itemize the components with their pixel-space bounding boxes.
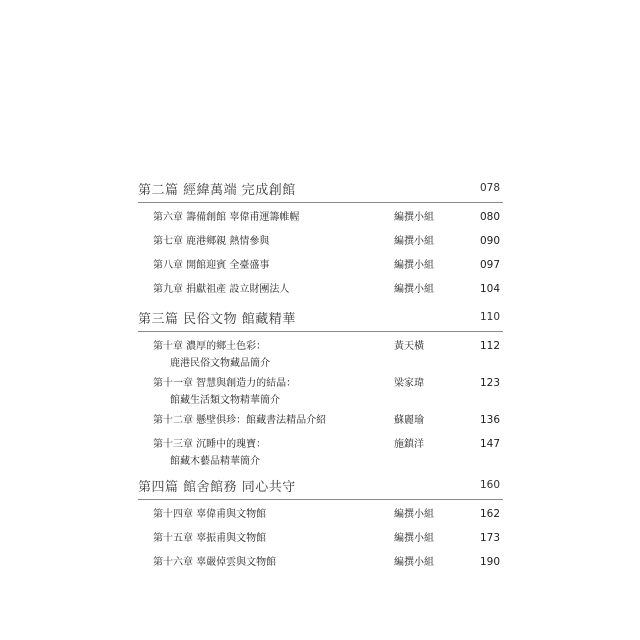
chapter-title: 第十二章 懸壁俱珍：館藏書法精品介紹 xyxy=(153,415,327,426)
chapter-title xyxy=(153,375,296,409)
chapter-title-line: 第十章 濃厚的鄉土色彩： xyxy=(153,341,267,352)
chapter-entry xyxy=(138,281,503,305)
part-title: 第三篇 民俗文物 館藏精華 xyxy=(138,312,296,327)
part-title: 第二篇 經緯萬端 完成創館 xyxy=(138,183,296,198)
chapter-subtitle: 館藏木藝品精華簡介 xyxy=(170,456,260,467)
part-page-number: 160 xyxy=(479,479,500,491)
chapter-entry xyxy=(138,506,503,530)
chapter-title: 第十四章 辜偉甫與文物館 xyxy=(153,509,267,520)
chapter-subtitle: 鹿港民俗文物藏品簡介 xyxy=(170,358,270,369)
chapter-author: 編撰小組 xyxy=(394,533,434,544)
chapter-page-number: 097 xyxy=(479,259,500,271)
chapter-entry xyxy=(138,530,503,554)
chapter-page-number: 112 xyxy=(479,340,500,352)
part-page-number: 078 xyxy=(479,182,500,194)
chapter-author: 編撰小組 xyxy=(394,557,434,568)
chapter-title: 第七章 鹿港鄉親 熱情參與 xyxy=(153,236,270,247)
chapter-title: 第十五章 辜振甫與文物館 xyxy=(153,533,267,544)
chapter-entry xyxy=(138,233,503,257)
chapter-subtitle: 館藏生活類文物精華簡介 xyxy=(170,395,280,406)
chapter-entry xyxy=(138,554,503,578)
chapter-page-number: 190 xyxy=(479,556,500,568)
chapter-entry xyxy=(138,375,503,412)
chapter-page-number: 136 xyxy=(479,414,500,426)
chapter-author: 編撰小組 xyxy=(394,260,434,271)
chapter-title xyxy=(153,436,266,470)
part-page-number: 110 xyxy=(479,311,500,323)
chapter-title: 第九章 捐獻祖產 設立財團法人 xyxy=(153,284,290,295)
chapter-author: 蘇麗瑜 xyxy=(394,415,424,426)
chapter-author: 黃天橫 xyxy=(394,341,424,352)
chapter-page-number: 173 xyxy=(479,532,500,544)
table-of-contents xyxy=(138,176,503,578)
chapter-page-number: 147 xyxy=(479,438,500,450)
chapter-author: 施鎮洋 xyxy=(394,439,424,450)
chapter-page-number: 123 xyxy=(479,377,500,389)
chapter-entry xyxy=(138,436,503,473)
chapter-author: 編撰小組 xyxy=(394,284,434,295)
part-title: 第四篇 館舍館務 同心共守 xyxy=(138,480,296,495)
chapter-author: 編撰小組 xyxy=(394,509,434,520)
chapter-author: 編撰小組 xyxy=(394,236,434,247)
chapter-title-line: 第十三章 沉睡中的瑰寶： xyxy=(153,439,267,450)
part-heading xyxy=(138,305,503,332)
part-heading xyxy=(138,473,503,500)
chapter-page-number: 090 xyxy=(479,235,500,247)
chapter-title-line: 第十一章 智慧與創造力的結晶： xyxy=(153,378,297,389)
chapter-title: 第六章 籌備創館 辜偉甫運籌帷幄 xyxy=(153,212,300,223)
chapter-entry xyxy=(138,338,503,375)
chapter-page-number: 080 xyxy=(479,211,500,223)
chapter-title xyxy=(153,338,270,372)
chapter-page-number: 162 xyxy=(479,508,500,520)
part-heading xyxy=(138,176,503,203)
chapter-title: 第八章 開館迎賓 全臺盛事 xyxy=(153,260,270,271)
chapter-author: 編撰小組 xyxy=(394,212,434,223)
chapter-page-number: 104 xyxy=(479,283,500,295)
chapter-entry xyxy=(138,412,503,436)
chapter-entry xyxy=(138,209,503,233)
chapter-title: 第十六章 辜嚴倬雲與文物館 xyxy=(153,557,277,568)
chapter-entry xyxy=(138,257,503,281)
chapter-author: 梁家瑋 xyxy=(394,378,424,389)
